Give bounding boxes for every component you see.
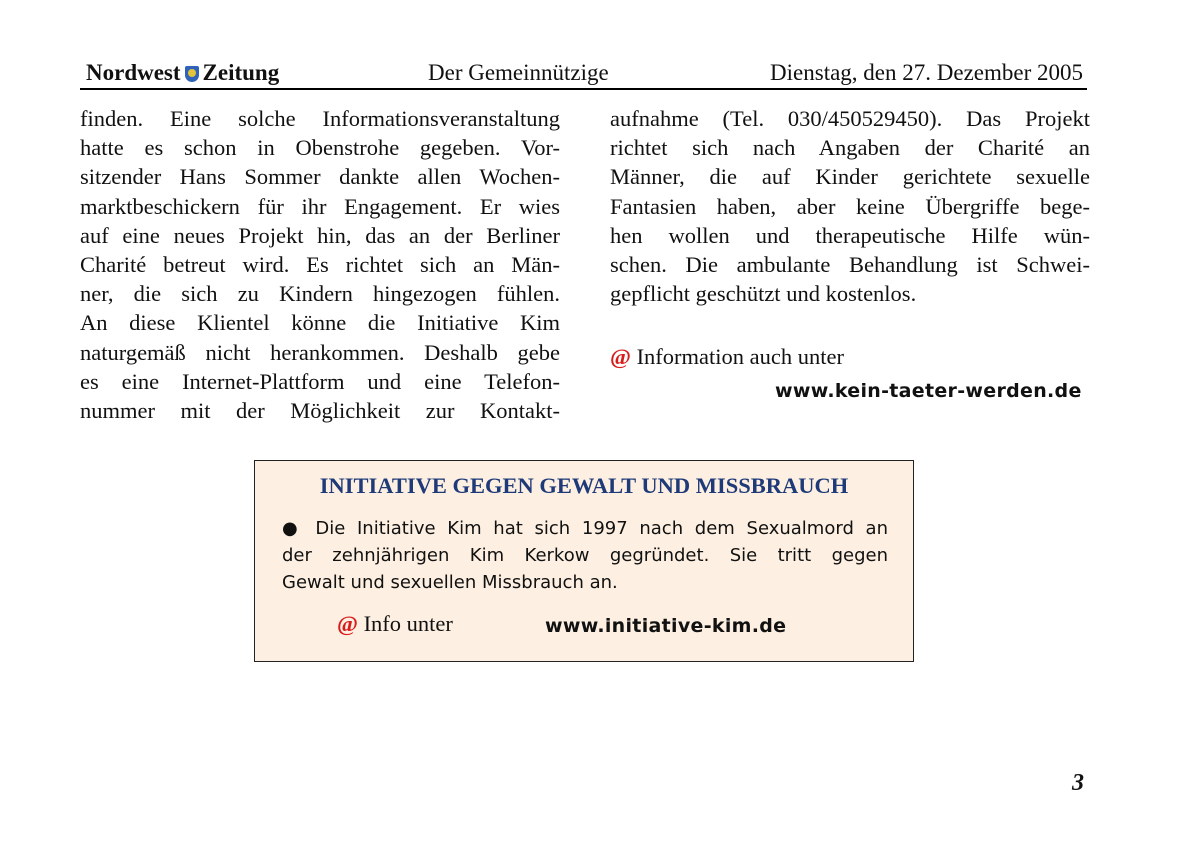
text-line: es eine Internet-Plattform und eine Telefon-: [80, 368, 560, 394]
text-line: marktbeschickern für ihr Engagement. Er wies: [80, 193, 560, 219]
info-label: Information auch unter: [636, 344, 844, 369]
text-line: ner, die sich zu Kindern hingezogen fühlen.: [80, 281, 560, 307]
text-line: Fantasien haben, aber keine Übergriffe bege-: [610, 193, 1090, 219]
text-line: finden. Eine solche Informationsveranstaltung: [80, 106, 560, 131]
text-line: hen wollen und therapeutische Hilfe wün-: [610, 222, 1090, 248]
publication-title: Der Gemeinnützige: [428, 60, 609, 85]
newspaper-logo: [86, 60, 279, 86]
right-column: [610, 104, 1090, 308]
info-box: [254, 460, 914, 662]
coat-of-arms-icon: [185, 66, 199, 82]
website-link-kein-taeter-werden[interactable]: www.kein-taeter-werden.de: [775, 380, 1082, 402]
at-icon: @: [337, 611, 358, 636]
text-line: gepflicht geschützt und kostenlos.: [610, 281, 917, 307]
logo-word-zeitung: Zeitung: [202, 60, 280, 85]
page-number: 3: [1072, 770, 1084, 796]
text-line: naturgemäß nicht herankommen. Deshalb gebe: [80, 339, 560, 365]
info-box-text: [282, 515, 888, 596]
info-box-title: INITIATIVE GEGEN GEWALT UND MISSBRAUCH: [319, 473, 849, 498]
text-line: nummer mit der Möglichkeit zur Kontakt-: [80, 397, 560, 423]
page-header: [80, 58, 1087, 90]
text-line: sitzender Hans Sommer dankte allen Wochen-: [80, 164, 560, 190]
text-line: hatte es schon in Obenstrohe gegeben. Vor-: [80, 135, 560, 161]
text-line: richtet sich nach Angaben der Charité an: [610, 135, 1090, 161]
left-column: [80, 104, 560, 425]
text-line: An diese Klientel könne die Initiative Kim: [80, 310, 560, 336]
text-line: ● Die Initiative Kim hat sich 1997 nach dem Sexualmord an: [282, 518, 888, 539]
at-icon: @: [610, 344, 631, 369]
text-line: Charité betreut wird. Es richtet sich an Män-: [80, 251, 560, 277]
text-line: auf eine neues Projekt hin, das an der Berliner: [80, 222, 560, 248]
text-line: der zehnjährigen Kim Kerkow gegründet. Sie tritt gegen: [282, 545, 888, 566]
text-line: Gewalt und sexuellen Missbrauch an.: [282, 572, 618, 593]
text-line: schen. Die ambulante Behandlung ist Schwei-: [610, 251, 1090, 277]
publication-date: Dienstag, den 27. Dezember 2005: [770, 60, 1083, 85]
logo-word-nordwest: Nordwest: [86, 60, 181, 85]
info-reference: [610, 344, 844, 370]
website-link-initiative-kim[interactable]: www.initiative-kim.de: [545, 615, 787, 637]
info-label: Info unter: [363, 611, 453, 636]
text-line: aufnahme (Tel. 030/450529450). Das Projekt: [610, 106, 1090, 131]
info-box-reference: [337, 611, 453, 637]
text-line: Männer, die auf Kinder gerichtete sexuelle: [610, 164, 1090, 190]
